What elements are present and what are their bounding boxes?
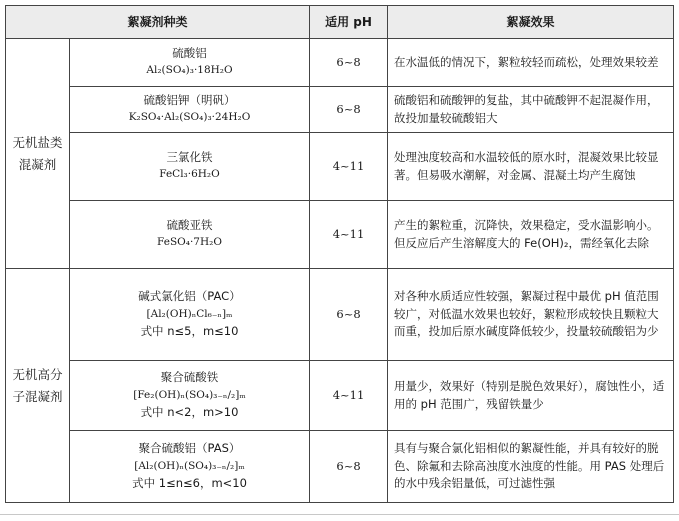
agent-cell [70, 87, 310, 133]
agent-formula: [Al₂(OH)ₙCl₆₋ₙ]ₘ [146, 307, 233, 320]
agent-formula: [Fe₂(OH)ₙ(SO₄)₃₋ₙ/₂]ₘ [133, 388, 246, 401]
agent-condition: 式中 n≤5，m≤10 [140, 324, 239, 339]
agent-name: 碱式氯化铝（PAC） [138, 288, 241, 303]
table-row [6, 133, 674, 201]
agent-formula: FeCl₃·6H₂O [159, 168, 220, 181]
effect-cell: 产生的絮粒重，沉降快，效果稳定，受水温影响小。但反应后产生溶解度大的 Fe(OH)₂，需经氧化去除 [388, 201, 674, 269]
agent-cell [70, 269, 310, 361]
agent-condition: 式中 1≤n≤6，m<10 [132, 476, 247, 491]
agent-formula: [Al₂(OH)ₙ(SO₄)₃₋ₙ/₂]ₘ [134, 459, 245, 472]
agent-cell [70, 431, 310, 503]
ph-cell: 4~11 [310, 361, 388, 431]
ph-cell: 4~11 [310, 201, 388, 269]
table-row [6, 269, 674, 361]
effect-cell: 对各种水质适应性较强，絮凝过程中最优 pH 值范围较广，对低温水效果也较好，絮粒形成较快且颗粒大而重，投加后原水碱度降低较少，投量较硫酸铝为少 [388, 269, 674, 361]
effect-cell: 硫酸铝和硫酸钾的复盐，其中硫酸钾不起混凝作用，故投加量较硫酸铝大 [388, 87, 674, 133]
bottom-divider [0, 514, 679, 515]
agent-name: 聚合硫酸铁 [160, 369, 219, 384]
ph-cell: 6~8 [310, 87, 388, 133]
table-row [6, 431, 674, 503]
agent-cell [70, 201, 310, 269]
ph-cell: 6~8 [310, 431, 388, 503]
flocculant-table [5, 5, 674, 503]
header-effect: 絮凝效果 [388, 6, 674, 39]
agent-name: 硫酸亚铁 [166, 217, 213, 232]
agent-cell [70, 133, 310, 201]
ph-cell: 6~8 [310, 39, 388, 87]
table-row [6, 39, 674, 87]
effect-cell: 处理浊度较高和水温较低的原水时，混凝效果比较显著。但易吸水潮解，对金属、混凝土均产生腐蚀 [388, 133, 674, 201]
table-row [6, 361, 674, 431]
agent-cell [70, 361, 310, 431]
category-cell: 无机高分子混凝剂 [6, 269, 70, 503]
header-ph: 适用 pH [310, 6, 388, 39]
ph-cell: 6~8 [310, 269, 388, 361]
agent-cell [70, 39, 310, 87]
agent-name: 硫酸铝 [172, 45, 207, 60]
effect-cell: 用量少，效果好（特别是脱色效果好），腐蚀性小，适用的 pH 范围广，残留铁量少 [388, 361, 674, 431]
agent-formula: FeSO₄·7H₂O [157, 236, 222, 249]
ph-cell: 4~11 [310, 133, 388, 201]
agent-name: 聚合硫酸铝（PAS） [138, 440, 241, 455]
agent-name: 硫酸铝钾（明矾） [143, 92, 236, 107]
agent-formula: K₂SO₄·Al₂(SO₄)₃·24H₂O [128, 111, 251, 124]
effect-cell: 在水温低的情况下，絮粒较轻而疏松，处理效果较差 [388, 39, 674, 87]
category-cell: 无机盐类混凝剂 [6, 39, 70, 269]
agent-condition: 式中 n<2，m>10 [140, 405, 239, 420]
header-flocculant-type: 絮凝剂种类 [6, 6, 310, 39]
agent-name: 三氯化铁 [166, 149, 213, 164]
header-row [6, 6, 674, 39]
table-row [6, 201, 674, 269]
agent-formula: Al₂(SO₄)₃·18H₂O [146, 64, 233, 77]
table-row [6, 87, 674, 133]
effect-cell: 具有与聚合氯化铝相似的絮凝性能，并具有较好的脱色、除氟和去除高浊度水浊度的性能。用 PAS 处理后的水中残余铝量低，可过滤性强 [388, 431, 674, 503]
